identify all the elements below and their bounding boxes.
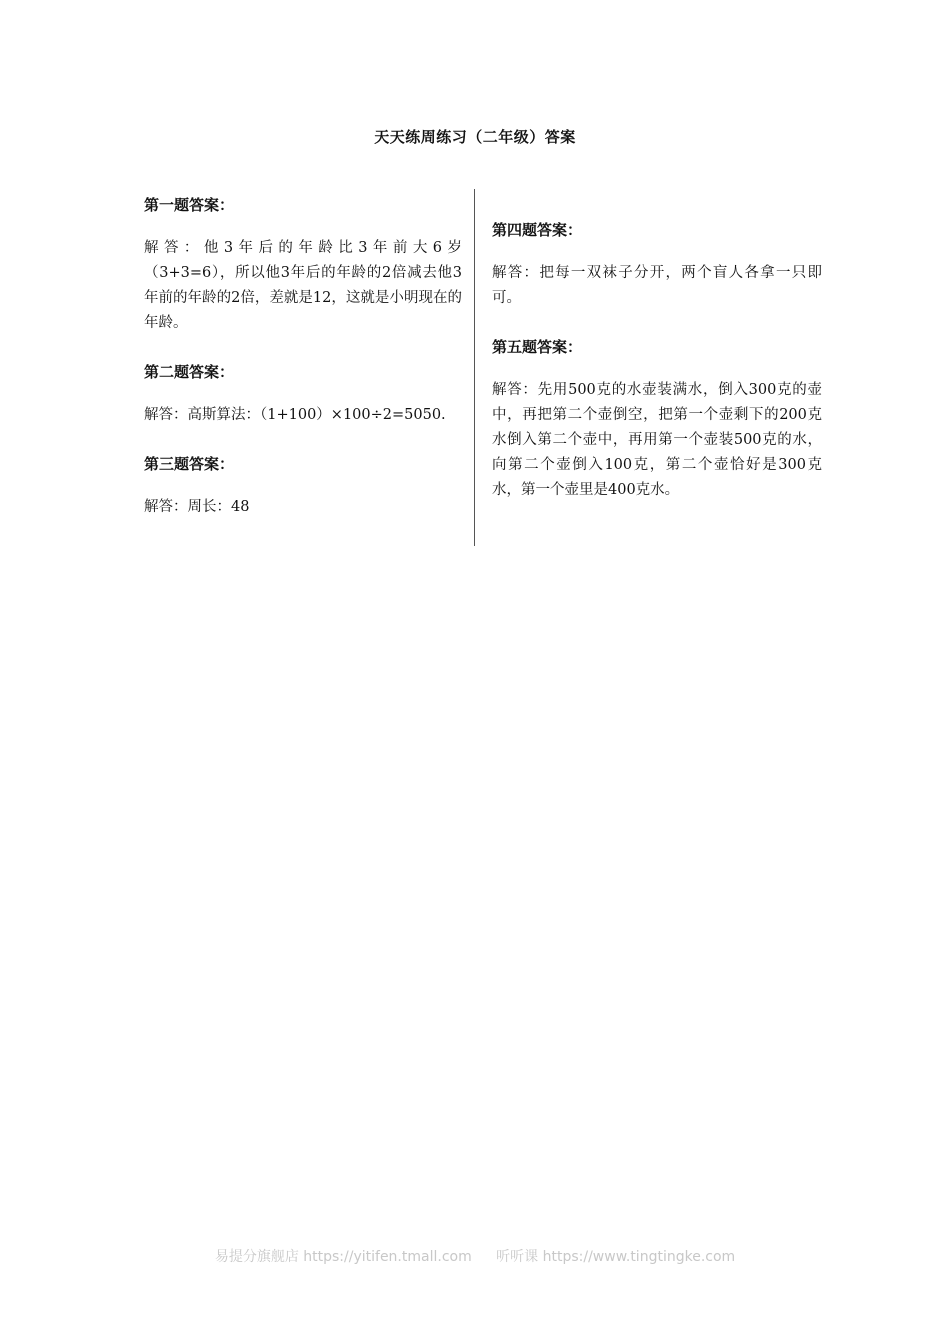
left-column bbox=[144, 193, 462, 520]
question-5-answer: 解答：先用500克的水壶装满水，倒入300克的壶中，再把第二个壶倒空，把第一个壶剩下的200克水倒入第二个壶中，再用第一个壶装500克的水，向第二个壶倒入100克，第二个壶恰好是300克水，第一个壶里是400克水。 bbox=[492, 382, 822, 498]
column-divider bbox=[474, 189, 475, 546]
question-1-heading: 第一题答案： bbox=[144, 196, 235, 214]
footer-shop-link: 易提分旗舰店 https://yitifen.tmall.com bbox=[214, 1249, 472, 1265]
question-5-heading: 第五题答案： bbox=[492, 338, 583, 356]
question-2-heading: 第二题答案： bbox=[144, 363, 235, 381]
right-column bbox=[492, 218, 822, 503]
question-2-answer: 解答：高斯算法：（1+100）×100÷2=5050. bbox=[144, 407, 446, 423]
question-4-answer: 解答：把每一双袜子分开，两个盲人各拿一只即可。 bbox=[492, 265, 822, 306]
question-1-answer: 解答：他3年后的年龄比3年前大6岁（3+3=6），所以他3年后的年龄的2倍减去他3年前的年龄的2倍，差就是12，这就是小明现在的年龄。 bbox=[144, 240, 462, 331]
footer-watermark bbox=[0, 1246, 950, 1266]
footer-site-link: 听听课 https://www.tingtingke.com bbox=[496, 1249, 736, 1265]
document-title: 天天练周练习（二年级）答案 bbox=[374, 128, 576, 146]
question-3-heading: 第三题答案： bbox=[144, 455, 235, 473]
question-4-heading: 第四题答案： bbox=[492, 221, 583, 239]
question-3-answer: 解答：周长：48 bbox=[144, 499, 250, 515]
